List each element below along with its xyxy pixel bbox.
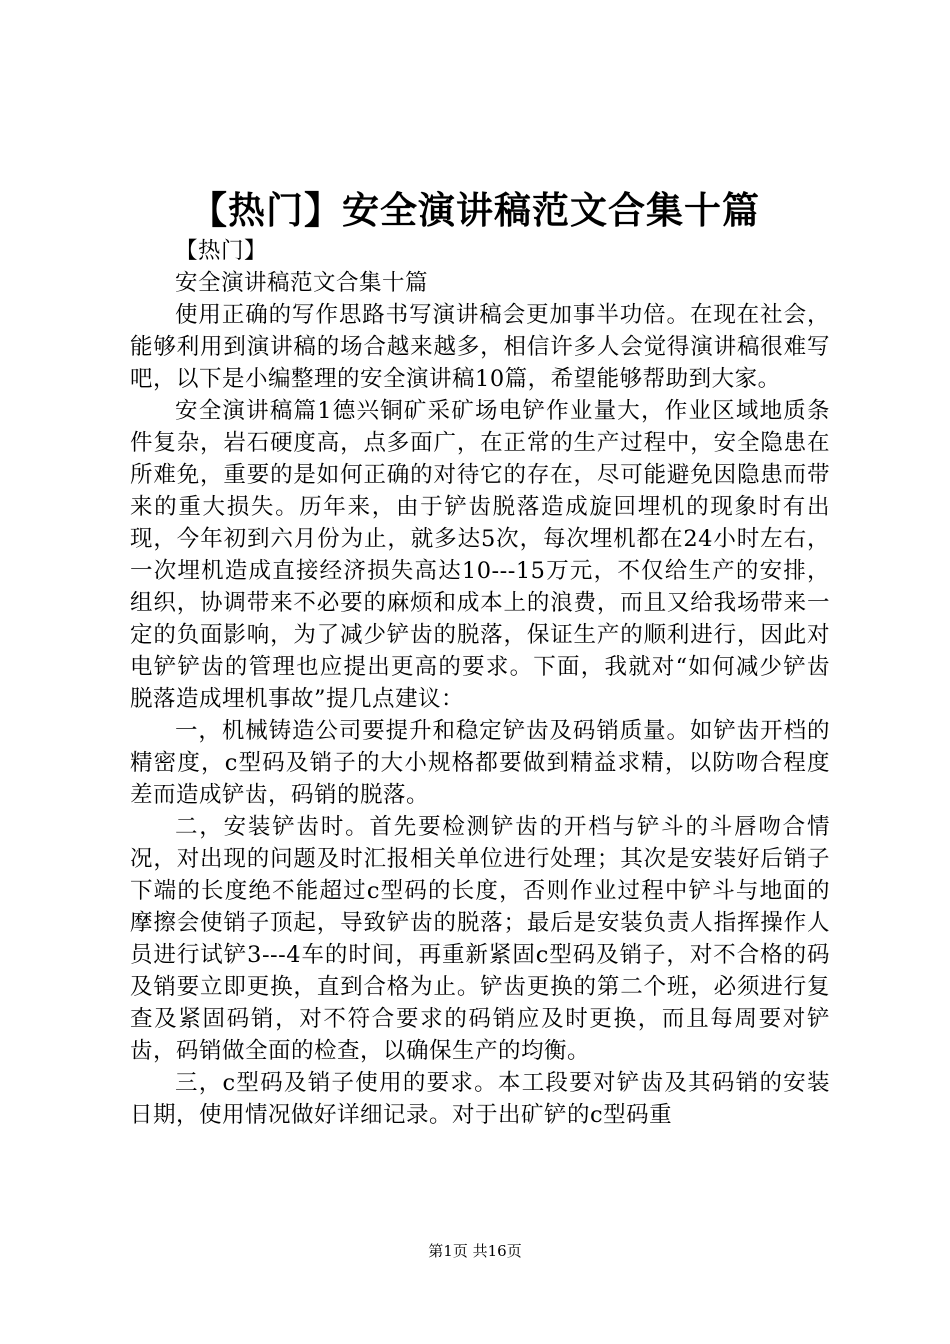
paragraph-speech-1: 安全演讲稿篇1德兴铜矿采矿场电铲作业量大，作业区域地质条件复杂，岩石硬度高，点多面广，在正常的生产过程中，安全隐患在所难免，重要的是如何正确的对待它的存在，尽可能避免因隐患而带来的重大损失。历年来，由于铲齿脱落造成旋回埋机的现象时有出现，今年初到六月份为止，就多达5次，每次埋机都在24小时左右，一次埋机造成直接经济损失高达10---15万元，不仅给生产的安排，组织，协调带来不必要的麻烦和成本上的浪费，而且又给我场带来一定的负面影响，为了减少铲齿的脱落，保证生产的顺利进行，因此对电铲铲齿的管理也应提出更高的要求。下面，我就对“如何减少铲齿脱落造成埋机事故”提几点建议： bbox=[130, 398, 830, 712]
paragraph-subtitle: 安全演讲稿范文合集十篇 bbox=[175, 270, 429, 296]
paragraph-intro: 使用正确的写作思路书写演讲稿会更加事半功倍。在现在社会，能够利用到演讲稿的场合越来越多，相信许多人会觉得演讲稿很难写吧，以下是小编整理的安全演讲稿10篇，希望能够帮助到大家。 bbox=[130, 302, 830, 392]
document-body bbox=[130, 235, 830, 1131]
paragraph-tag: 【热门】 bbox=[175, 238, 268, 264]
paragraph-point-1: 一，机械铸造公司要提升和稳定铲齿及码销质量。如铲齿开档的精密度，c型码及销子的大小规格都要做到精益求精，以防吻合程度差而造成铲齿，码销的脱落。 bbox=[130, 718, 830, 808]
page-footer: 第1页 共16页 bbox=[428, 1242, 522, 1260]
page-title: 【热门】安全演讲稿范文合集十篇 bbox=[190, 188, 760, 232]
paragraph-point-3: 三，c型码及销子使用的要求。本工段要对铲齿及其码销的安装日期，使用情况做好详细记录。对于出矿铲的c型码重 bbox=[130, 1070, 830, 1128]
paragraph-point-2: 二，安装铲齿时。首先要检测铲齿的开档与铲斗的斗唇吻合情况，对出现的问题及时汇报相关单位进行处理；其次是安装好后销子下端的长度绝不能超过c型码的长度，否则作业过程中铲斗与地面的摩擦会使销子顶起，导致铲齿的脱落；最后是安装负责人指挥操作人员进行试铲3---4车的时间，再重新紧固c型码及销子，对不合格的码及销要立即更换，直到合格为止。铲齿更换的第二个班，必须进行复查及紧固码销，对不符合要求的码销应及时更换，而且每周要对铲齿，码销做全面的检查，以确保生产的均衡。 bbox=[130, 814, 830, 1064]
